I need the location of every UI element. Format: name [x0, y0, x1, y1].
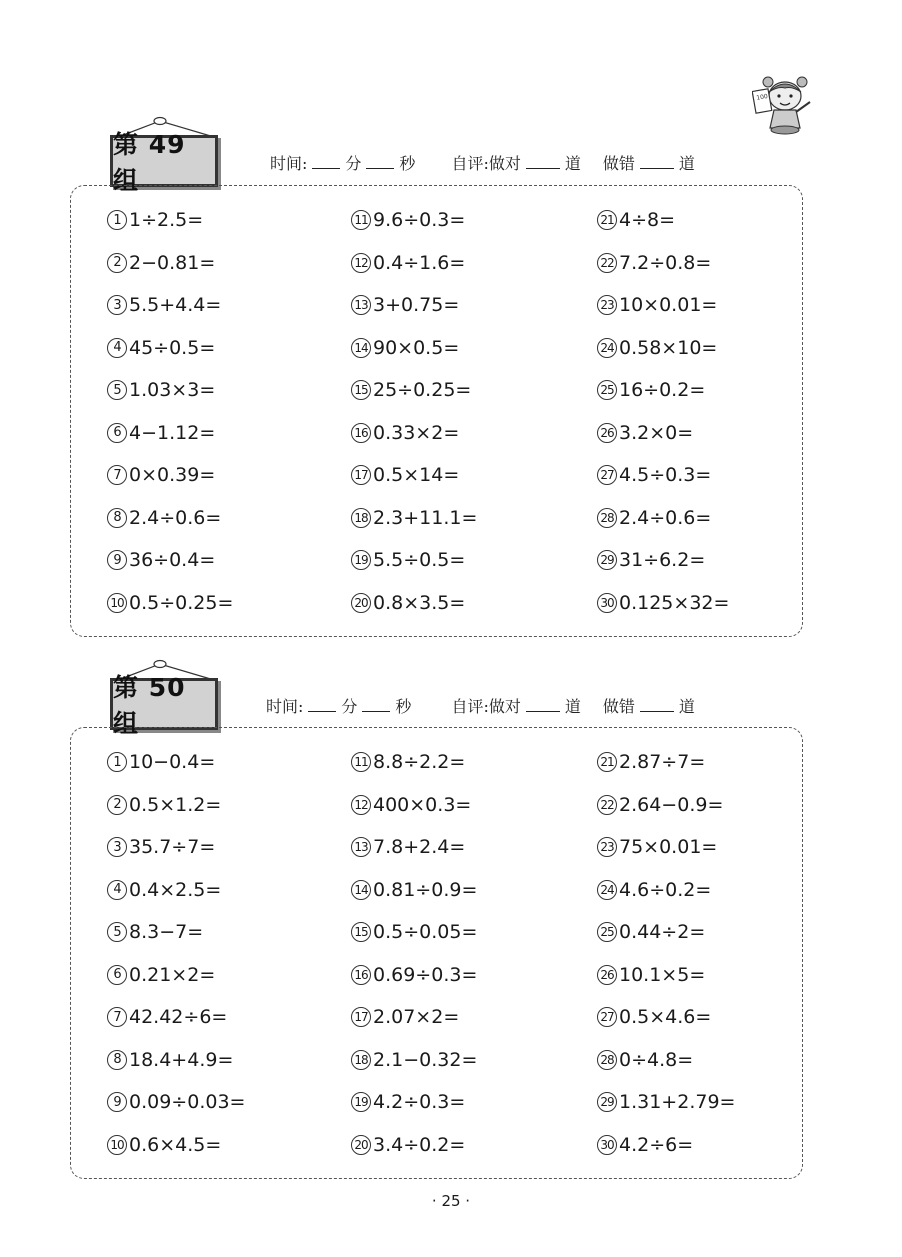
- problem-item: [597, 793, 723, 817]
- problem-grid: [107, 208, 797, 628]
- problem-number-circle: 30: [597, 593, 617, 613]
- problem-item: [107, 336, 215, 360]
- problem-expression: 7.8+2.4=: [373, 836, 466, 858]
- problem-expression: 18.4+4.9=: [129, 1048, 234, 1071]
- problem-number-circle: 13: [351, 837, 371, 857]
- problem-expression: 2.4÷0.6=: [129, 506, 222, 529]
- correct-label: 自评:做对: [451, 697, 521, 716]
- problem-item: [107, 963, 215, 987]
- problem-number-circle: 24: [597, 338, 617, 358]
- problem-number-circle: 22: [597, 253, 617, 273]
- problem-expression: 1÷2.5=: [129, 209, 204, 231]
- problem-item: [107, 251, 215, 275]
- problem-expression: 2.07×2=: [373, 1006, 460, 1028]
- problem-item: [351, 591, 465, 615]
- minutes-label: 分: [341, 697, 358, 716]
- problem-number-circle: 8: [107, 1050, 127, 1070]
- problem-expression: 10.1×5=: [619, 963, 706, 986]
- problem-item: [107, 293, 221, 317]
- problem-expression: 75×0.01=: [619, 836, 718, 858]
- problem-number-circle: 16: [351, 423, 371, 443]
- problem-item: [597, 251, 711, 275]
- problem-expression: 8.8÷2.2=: [373, 751, 466, 773]
- problem-number-circle: 25: [597, 922, 617, 942]
- problem-number-circle: 14: [351, 880, 371, 900]
- svg-text:100: 100: [755, 92, 769, 102]
- problem-item: [597, 750, 705, 774]
- problem-expression: 8.3−7=: [129, 921, 204, 943]
- problem-expression: 0.125×32=: [619, 591, 730, 614]
- problem-item: [597, 1048, 693, 1072]
- problem-number-circle: 19: [351, 550, 371, 570]
- problem-expression: 4.2÷0.3=: [373, 1091, 466, 1113]
- problem-item: [107, 1133, 221, 1157]
- problem-expression: 2.64−0.9=: [619, 793, 724, 816]
- problem-item: [107, 378, 215, 402]
- problem-expression: 0.6×4.5=: [129, 1133, 222, 1156]
- problem-expression: 0.21×2=: [129, 963, 216, 986]
- problem-number-circle: 23: [597, 837, 617, 857]
- time-label: 时间:: [270, 154, 308, 173]
- problem-number-circle: 18: [351, 1050, 371, 1070]
- problem-item: [597, 1090, 735, 1114]
- problem-expression: 0.4×2.5=: [129, 878, 222, 901]
- problem-expression: 0.81÷0.9=: [373, 878, 478, 901]
- correct-count-blank[interactable]: [526, 154, 560, 169]
- girl-mascot-illustration: [752, 72, 820, 136]
- problem-item: [351, 1133, 465, 1157]
- problem-expression: 2.1−0.32=: [373, 1048, 478, 1071]
- problem-item: [597, 548, 705, 572]
- problem-expression: 0.33×2=: [373, 421, 460, 444]
- problem-expression: 36÷0.4=: [129, 549, 216, 571]
- problem-number-circle: 28: [597, 1050, 617, 1070]
- problem-item: [597, 378, 705, 402]
- correct-label: 自评:做对: [451, 154, 521, 173]
- problem-number-circle: 2: [107, 253, 127, 273]
- problem-expression: 0.69÷0.3=: [373, 963, 478, 986]
- problem-expression: 0.5÷0.25=: [129, 591, 234, 614]
- problem-number-circle: 1: [107, 210, 127, 230]
- problem-number-circle: 28: [597, 508, 617, 528]
- problem-number-circle: 15: [351, 380, 371, 400]
- problem-number-circle: 26: [597, 965, 617, 985]
- group-title: 第 49 组: [110, 135, 218, 187]
- problem-item: [597, 506, 711, 530]
- problem-item: [107, 1048, 233, 1072]
- problem-number-circle: 7: [107, 465, 127, 485]
- problem-expression: 0.8×3.5=: [373, 591, 466, 614]
- group-title-plaque: [104, 658, 229, 738]
- seconds-blank[interactable]: [366, 154, 394, 169]
- problem-expression: 16÷0.2=: [619, 379, 706, 401]
- problem-number-circle: 6: [107, 965, 127, 985]
- problem-expression: 400×0.3=: [373, 793, 472, 816]
- minutes-label: 分: [345, 154, 362, 173]
- problem-item: [107, 421, 215, 445]
- problem-item: [351, 1090, 465, 1114]
- problem-expression: 0.44÷2=: [619, 921, 706, 943]
- group-title-plaque: [104, 115, 229, 195]
- problem-item: [351, 251, 465, 275]
- problem-expression: 0.09÷0.03=: [129, 1091, 246, 1113]
- problem-number-circle: 11: [351, 752, 371, 772]
- problem-expression: 35.7÷7=: [129, 836, 216, 858]
- problem-item: [351, 293, 459, 317]
- problem-number-circle: 17: [351, 465, 371, 485]
- wrong-label: 做错: [602, 697, 635, 716]
- correct-unit: 道: [564, 154, 581, 173]
- group-title: 第 50 组: [110, 678, 218, 730]
- wrong-label: 做错: [602, 154, 635, 173]
- problem-item: [107, 548, 215, 572]
- problem-item: [597, 835, 717, 859]
- problem-item: [597, 920, 705, 944]
- problem-number-circle: 25: [597, 380, 617, 400]
- problem-expression: 0.5×14=: [373, 464, 460, 486]
- problem-expression: 0.4÷1.6=: [373, 251, 466, 274]
- problem-grid: [107, 750, 797, 1170]
- problem-item: [351, 920, 477, 944]
- problem-item: [351, 548, 465, 572]
- problem-expression: 4÷8=: [619, 209, 676, 231]
- problem-item: [597, 421, 693, 445]
- problem-number-circle: 6: [107, 423, 127, 443]
- problem-number-circle: 26: [597, 423, 617, 443]
- problem-expression: 2.4÷0.6=: [619, 506, 712, 529]
- seconds-blank[interactable]: [362, 697, 390, 712]
- problem-expression: 4−1.12=: [129, 421, 216, 444]
- problem-expression: 2−0.81=: [129, 251, 216, 274]
- problem-number-circle: 22: [597, 795, 617, 815]
- problem-expression: 10−0.4=: [129, 751, 216, 773]
- problem-item: [351, 378, 471, 402]
- score-info-line: [266, 694, 695, 717]
- problem-item: [107, 878, 221, 902]
- problem-number-circle: 4: [107, 880, 127, 900]
- problem-number-circle: 5: [107, 922, 127, 942]
- problem-item: [597, 963, 705, 987]
- time-label: 时间:: [266, 697, 304, 716]
- wrong-unit: 道: [678, 697, 695, 716]
- problem-item: [597, 591, 729, 615]
- minutes-blank[interactable]: [308, 697, 336, 712]
- problem-expression: 4.6÷0.2=: [619, 878, 712, 901]
- problem-number-circle: 12: [351, 795, 371, 815]
- problem-number-circle: 21: [597, 752, 617, 772]
- problem-number-circle: 9: [107, 550, 127, 570]
- problem-expression: 0×0.39=: [129, 464, 216, 486]
- correct-unit: 道: [564, 697, 581, 716]
- problem-number-circle: 16: [351, 965, 371, 985]
- problem-number-circle: 2: [107, 795, 127, 815]
- problem-number-circle: 7: [107, 1007, 127, 1027]
- problem-item: [351, 750, 465, 774]
- problem-item: [107, 835, 215, 859]
- problem-number-circle: 12: [351, 253, 371, 273]
- problem-number-circle: 18: [351, 508, 371, 528]
- problem-expression: 4.2÷6=: [619, 1133, 694, 1156]
- problem-number-circle: 15: [351, 922, 371, 942]
- problem-expression: 2.3+11.1=: [373, 506, 478, 529]
- minutes-blank[interactable]: [312, 154, 340, 169]
- problem-number-circle: 3: [107, 295, 127, 315]
- problem-number-circle: 1: [107, 752, 127, 772]
- problem-number-circle: 10: [107, 1135, 127, 1155]
- problem-number-circle: 27: [597, 1007, 617, 1027]
- problem-number-circle: 21: [597, 210, 617, 230]
- problem-expression: 4.5÷0.3=: [619, 464, 712, 486]
- problem-item: [351, 835, 465, 859]
- problem-item: [351, 336, 459, 360]
- problem-expression: 31÷6.2=: [619, 549, 706, 571]
- problem-item: [107, 1005, 227, 1029]
- problem-item: [351, 793, 471, 817]
- problem-item: [351, 1005, 459, 1029]
- problem-item: [107, 591, 233, 615]
- problem-number-circle: 24: [597, 880, 617, 900]
- problem-number-circle: 4: [107, 338, 127, 358]
- problem-number-circle: 10: [107, 593, 127, 613]
- problem-expression: 1.31+2.79=: [619, 1091, 736, 1113]
- problem-item: [107, 750, 215, 774]
- problem-expression: 9.6÷0.3=: [373, 209, 466, 231]
- problem-box: [70, 727, 803, 1179]
- problem-number-circle: 19: [351, 1092, 371, 1112]
- problem-expression: 25÷0.25=: [373, 379, 472, 401]
- problem-expression: 0.58×10=: [619, 336, 718, 359]
- problem-number-circle: 23: [597, 295, 617, 315]
- problem-expression: 3+0.75=: [373, 294, 460, 316]
- problem-number-circle: 30: [597, 1135, 617, 1155]
- problem-box: [70, 185, 803, 637]
- wrong-count-blank[interactable]: [640, 697, 674, 712]
- problem-number-circle: 9: [107, 1092, 127, 1112]
- problem-item: [351, 506, 477, 530]
- problem-number-circle: 29: [597, 1092, 617, 1112]
- problem-expression: 3.4÷0.2=: [373, 1133, 466, 1156]
- page-number: · 25 ·: [431, 1192, 471, 1210]
- problem-item: [597, 463, 711, 487]
- problem-item: [597, 208, 675, 232]
- problem-number-circle: 17: [351, 1007, 371, 1027]
- problem-item: [107, 1090, 245, 1114]
- problem-number-circle: 5: [107, 380, 127, 400]
- problem-number-circle: 27: [597, 465, 617, 485]
- problem-item: [351, 463, 459, 487]
- problem-expression: 5.5+4.4=: [129, 294, 222, 316]
- problem-number-circle: 20: [351, 1135, 371, 1155]
- problem-item: [351, 421, 459, 445]
- problem-item: [107, 506, 221, 530]
- problem-expression: 45÷0.5=: [129, 336, 216, 359]
- seconds-label: 秒: [399, 154, 416, 173]
- wrong-unit: 道: [678, 154, 695, 173]
- problem-number-circle: 11: [351, 210, 371, 230]
- problem-item: [107, 793, 221, 817]
- problem-expression: 42.42÷6=: [129, 1006, 228, 1028]
- problem-number-circle: 13: [351, 295, 371, 315]
- problem-item: [351, 1048, 477, 1072]
- problem-expression: 0.5÷0.05=: [373, 921, 478, 943]
- problem-expression: 0.5×4.6=: [619, 1006, 712, 1028]
- problem-item: [597, 336, 717, 360]
- problem-expression: 10×0.01=: [619, 294, 718, 316]
- problem-item: [351, 878, 477, 902]
- problem-number-circle: 20: [351, 593, 371, 613]
- problem-item: [107, 920, 203, 944]
- problem-item: [597, 1005, 711, 1029]
- problem-item: [597, 293, 717, 317]
- seconds-label: 秒: [395, 697, 412, 716]
- problem-number-circle: 3: [107, 837, 127, 857]
- problem-item: [597, 878, 711, 902]
- problem-item: [597, 1133, 693, 1157]
- problem-expression: 5.5÷0.5=: [373, 549, 466, 571]
- problem-item: [107, 463, 215, 487]
- problem-expression: 0.5×1.2=: [129, 793, 222, 816]
- correct-count-blank[interactable]: [526, 697, 560, 712]
- problem-expression: 1.03×3=: [129, 379, 216, 401]
- problem-expression: 90×0.5=: [373, 336, 460, 359]
- problem-expression: 7.2÷0.8=: [619, 251, 712, 274]
- problem-number-circle: 8: [107, 508, 127, 528]
- problem-item: [351, 208, 465, 232]
- problem-item: [107, 208, 203, 232]
- problem-expression: 2.87÷7=: [619, 751, 706, 773]
- problem-number-circle: 14: [351, 338, 371, 358]
- problem-item: [351, 963, 477, 987]
- problem-expression: 0÷4.8=: [619, 1048, 694, 1071]
- problem-expression: 3.2×0=: [619, 421, 694, 444]
- score-info-line: [270, 151, 695, 174]
- wrong-count-blank[interactable]: [640, 154, 674, 169]
- problem-number-circle: 29: [597, 550, 617, 570]
